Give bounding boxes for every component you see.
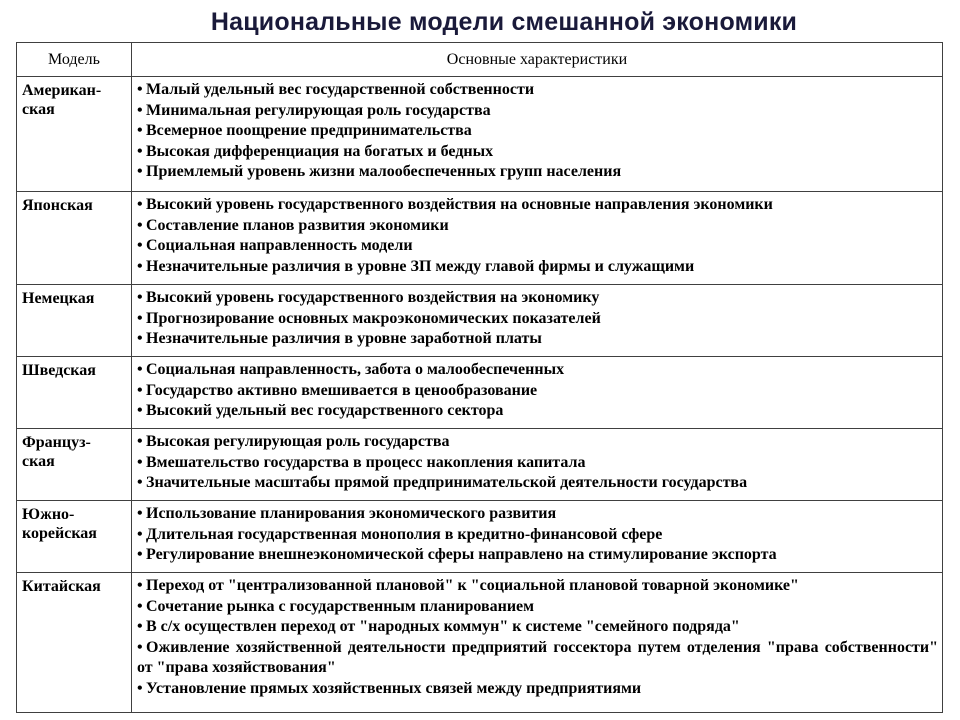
- table-row: [17, 429, 943, 501]
- list-item: • Всемерное поощрение предпринимательства: [137, 122, 472, 139]
- table-row: [17, 357, 943, 429]
- list-item: • Высокая дифференциация на богатых и бедных: [137, 142, 494, 160]
- characteristics-cell: [132, 429, 943, 501]
- table-row: [17, 501, 943, 573]
- model-name-line: ская: [22, 453, 55, 470]
- characteristics-cell: [132, 77, 943, 192]
- characteristics-cell: [132, 573, 943, 713]
- list-item: • В с/х осуществлен переход от "народных коммун" к системе "семейного подряда": [137, 618, 740, 635]
- list-item: • Оживление хозяйственной деятельности предприятий госсектора путем отделения "права собственности" от "права хозяйствования": [137, 638, 938, 676]
- list-item: • Незначительные различия в уровне ЗП между главой фирмы и служащими: [137, 257, 695, 275]
- model-name: [17, 77, 132, 192]
- list-item: • Незначительные различия в уровне заработной платы: [137, 330, 542, 347]
- list-item: • Высокий удельный вес государственного сектора: [137, 402, 504, 419]
- model-name: [17, 573, 132, 713]
- list-item: • Регулирование внешнеэкономической сферы направлено на стимулирование экспорта: [137, 546, 777, 563]
- model-name: [17, 285, 132, 357]
- model-name-line: Француз-: [22, 434, 91, 451]
- list-item: • Социальная направленность, забота о малообеспеченных: [137, 361, 565, 378]
- list-item: • Использование планирования экономического развития: [137, 505, 557, 522]
- model-name: [17, 429, 132, 501]
- model-name-line: Южно-: [22, 506, 75, 523]
- characteristics-cell: [132, 357, 943, 429]
- list-item: • Высокий уровень государственного воздействия на основные направления экономики: [137, 196, 773, 213]
- list-item: • Приемлемый уровень жизни малообеспеченных групп населения: [137, 163, 622, 180]
- page-title: Национальные модели смешанной экономики: [210, 8, 798, 36]
- table-row: [17, 285, 943, 357]
- model-name-line: Американ-: [22, 82, 102, 99]
- list-item: • Минимальная регулирующая роль государства: [137, 101, 491, 119]
- list-item: • Государство активно вмешивается в ценообразование: [137, 381, 538, 399]
- list-item: • Высокая регулирующая роль государства: [137, 433, 450, 450]
- list-item: • Малый удельный вес государственной собственности: [137, 81, 535, 98]
- model-name-line: Шведская: [22, 362, 96, 379]
- model-name-line: корейская: [22, 525, 97, 542]
- model-name-line: Китайская: [22, 578, 101, 595]
- header-row: [17, 43, 943, 77]
- list-item: • Установление прямых хозяйственных связей между предприятиями: [137, 679, 642, 697]
- column-header-model: Модель: [17, 43, 132, 77]
- models-table: [16, 42, 943, 713]
- model-name: [17, 192, 132, 285]
- list-item: • Переход от "централизованной плановой" к "социальной плановой товарной экономике": [137, 577, 799, 594]
- table-row: [17, 77, 943, 192]
- model-name-line: ская: [22, 101, 55, 118]
- list-item: • Составление планов развития экономики: [137, 216, 449, 234]
- list-item: • Прогнозирование основных макроэкономических показателей: [137, 309, 601, 327]
- model-name-line: Японская: [22, 197, 93, 214]
- characteristics-cell: [132, 501, 943, 573]
- list-item: • Вмешательство государства в процесс накопления капитала: [137, 453, 586, 471]
- characteristics-cell: [132, 285, 943, 357]
- list-item: • Социальная направленность модели: [137, 237, 413, 254]
- model-name-line: Немецкая: [22, 290, 95, 307]
- table-row: [17, 573, 943, 713]
- model-name: [17, 501, 132, 573]
- table-row: [17, 192, 943, 285]
- list-item: • Длительная государственная монополия в кредитно-финансовой сфере: [137, 525, 663, 543]
- list-item: • Высокий уровень государственного воздействия на экономику: [137, 289, 600, 306]
- model-name: [17, 357, 132, 429]
- list-item: • Значительные масштабы прямой предпринимательской деятельности государства: [137, 474, 748, 491]
- list-item: • Сочетание рынка с государственным планированием: [137, 597, 535, 615]
- column-header-characteristics: Основные характеристики: [132, 43, 943, 77]
- characteristics-cell: [132, 192, 943, 285]
